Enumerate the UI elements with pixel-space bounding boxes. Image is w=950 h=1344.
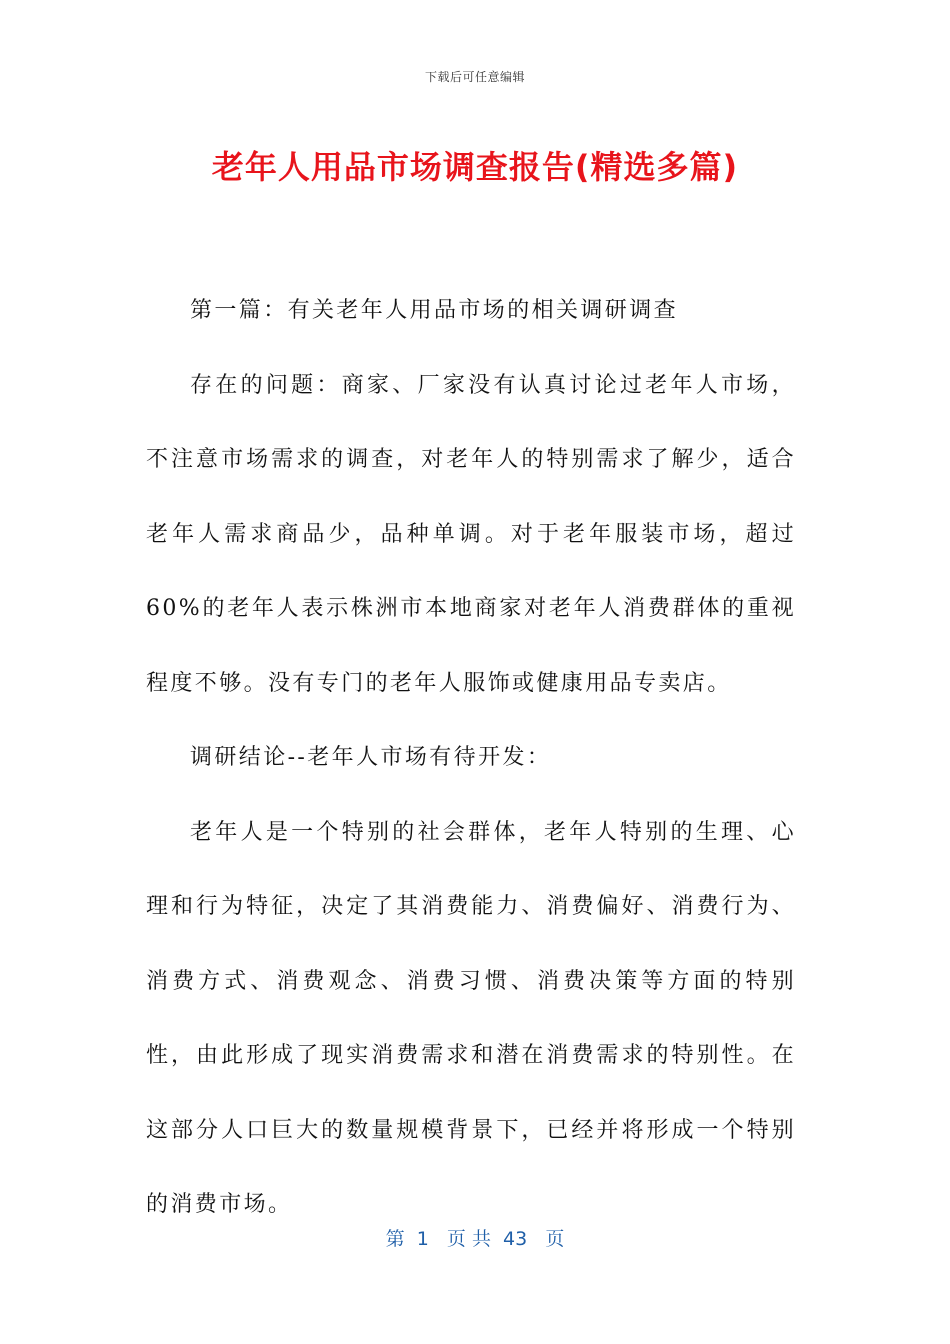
- paragraph-section-heading: 第一篇：有关老年人用品市场的相关调研调查: [190, 298, 679, 323]
- paragraph-elderly-market: 老年人是一个特别的社会群体，老年人特别的生理、心理和行为特征，决定了其消费能力、消费偏好、消费行为、消费方式、消费观念、消费习惯、消费决策等方面的特别性，由此形成了现实消费需求和潜在消费需求的特别性。在这部分人口巨大的数量规模背景下，已经并将形成一个特别的消费市场。: [146, 819, 796, 1217]
- paragraph-conclusion-heading: 调研结论--老年人市场有待开发：: [190, 745, 552, 770]
- document-title: 老年人用品市场调查报告(精选多篇): [211, 148, 739, 186]
- document-body: [146, 274, 796, 1243]
- header-note: 下载后可任意编辑: [424, 70, 525, 84]
- paragraph-problems: 存在的问题：商家、厂家没有认真讨论过老年人市场，不注意市场需求的调查，对老年人的特别需求了解少，适合老年人需求商品少，品种单调。对于老年服装市场，超过60%的老年人表示株洲市本地商家对老年人消费群体的重视程度不够。没有专门的老年人服饰或健康用品专卖店。: [146, 372, 796, 696]
- page-number-footer: 第 1 页 共 43 页: [385, 1228, 565, 1250]
